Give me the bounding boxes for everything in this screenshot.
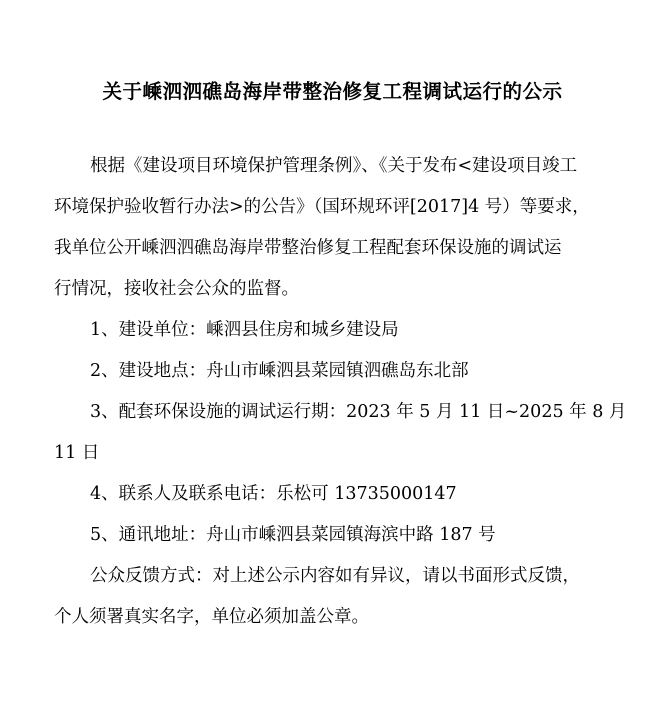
item-construction-location: 2、建设地点：舟山市嵊泗县菜园镇泗礁岛东北部 bbox=[90, 361, 469, 381]
item-trial-period-continued: 11 日 bbox=[54, 443, 100, 463]
item-trial-period: 3、配套环保设施的调试运行期：2023 年 5 月 11 日~2025 年 8 月 bbox=[90, 402, 627, 422]
document-title: 关于嵊泗泗礁岛海岸带整治修复工程调试运行的公示 bbox=[102, 80, 563, 103]
intro-line-3: 我单位公开嵊泗泗礁岛海岸带整治修复工程配套环保设施的调试运 bbox=[54, 238, 562, 258]
intro-line-4: 行情况，接收社会公众的监督。 bbox=[54, 279, 299, 299]
intro-line-1: 根据《建设项目环境保护管理条例》、《关于发布<建设项目竣工 bbox=[90, 156, 578, 176]
document-body bbox=[54, 146, 627, 638]
feedback-line-1: 公众反馈方式：对上述公示内容如有异议，请以书面形式反馈， bbox=[90, 566, 580, 586]
feedback-line-2: 个人须署真实名字，单位必须加盖公章。 bbox=[54, 607, 369, 627]
item-construction-unit: 1、建设单位：嵊泗县住房和城乡建设局 bbox=[90, 320, 399, 340]
item-contact: 4、联系人及联系电话：乐松可 13735000147 bbox=[90, 484, 457, 504]
intro-line-2: 环境保护验收暂行办法>的公告》（国环规环评[2017]4 号）等要求， bbox=[54, 197, 590, 217]
item-address: 5、通讯地址：舟山市嵊泗县菜园镇海滨中路 187 号 bbox=[90, 525, 496, 545]
